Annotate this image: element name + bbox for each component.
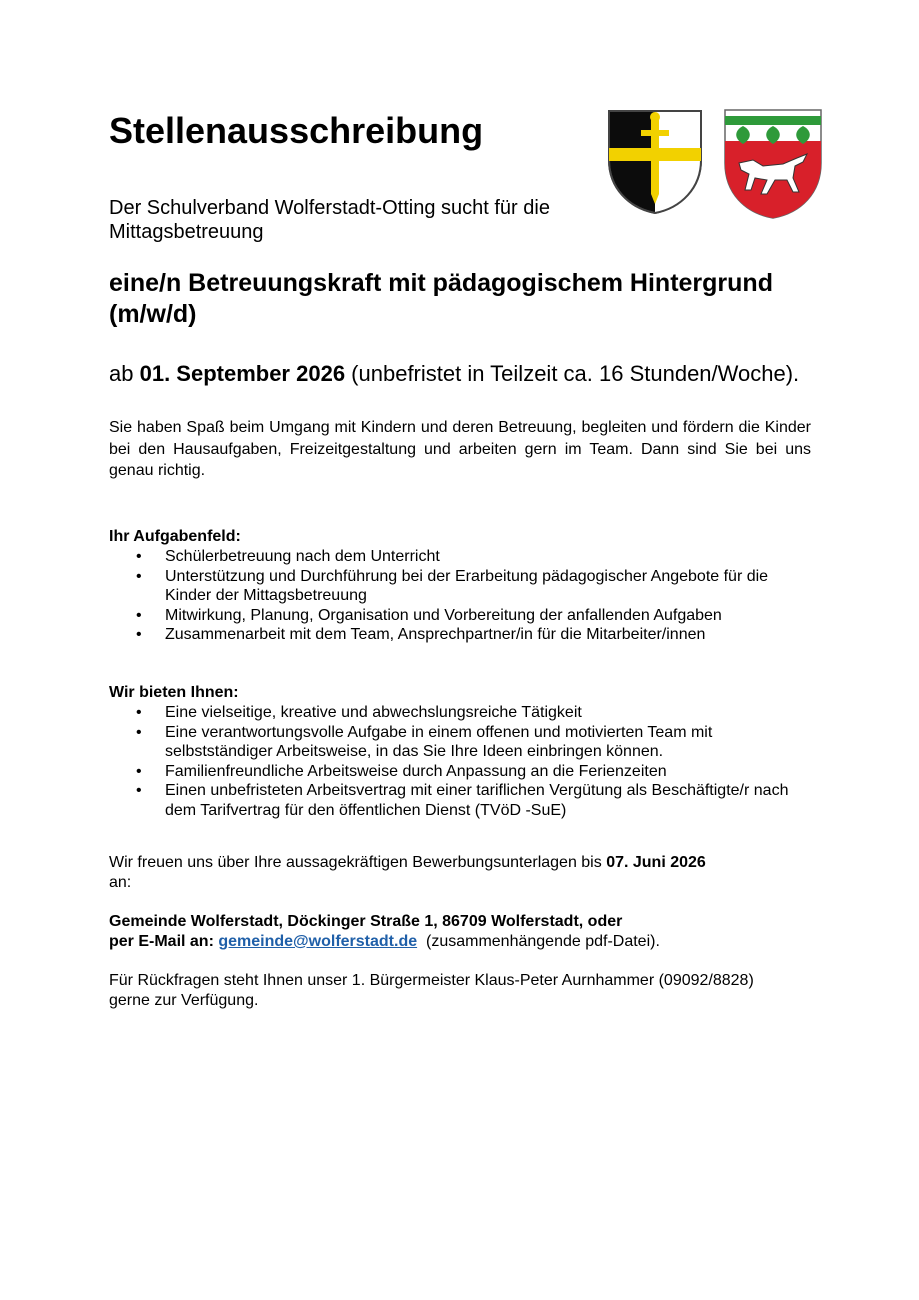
bullet-icon: • — [136, 548, 142, 565]
coat-of-arms-wolferstadt-icon — [606, 108, 704, 216]
position-title-line-2: (m/w/d) — [109, 300, 197, 328]
start-info — [109, 360, 799, 388]
description: Sie haben Spaß beim Umgang mit Kindern und deren Betreuung, begleiten und fördern die Kinder bei den Hausaufgaben, Freizeitgestaltung und arbeiten gern im Team. Dann sind Sie bei uns genau richtig. — [109, 419, 811, 479]
offers-section — [109, 683, 815, 820]
list-item: • Schülerbetreuung nach dem Unterricht — [136, 548, 440, 565]
bullet-icon: • — [136, 626, 142, 643]
page-title: Stellenausschreibung — [109, 110, 484, 151]
offers-heading: Wir bieten Ihnen: — [109, 684, 239, 701]
email-link[interactable]: gemeinde@wolferstadt.de — [218, 933, 418, 950]
application-deadline: 07. Juni 2026 — [606, 854, 706, 871]
intro-text — [109, 196, 609, 244]
contact-text — [109, 971, 829, 1011]
list-item: • Familienfreundliche Arbeitsweise durch Anpassung an die Ferienzeiten — [136, 762, 667, 780]
application-end: an: — [109, 874, 132, 891]
tasks-section — [109, 527, 815, 645]
position-title-line-1: eine/n Betreuungskraft mit pädagogischem Hintergrund — [109, 269, 773, 297]
position-title — [109, 268, 829, 330]
list-item: • Eine verantwortungsvolle Aufgabe in einem offenen und motivierten Team mit selbstständiger Arbeitsweise, in das Sie Ihre Ideen einbringen können. — [136, 723, 713, 760]
bullet-icon: • — [136, 704, 142, 721]
tasks-heading: Ihr Aufgabenfeld: — [109, 528, 241, 545]
list-item: • Unterstützung und Durchführung bei der Erarbeitung pädagogischer Angebote für die Kinder der Mittagsbetreuung — [136, 567, 769, 604]
bullet-icon: • — [136, 782, 142, 799]
address-line: Gemeinde Wolferstadt, Döckinger Straße 1, 86709 Wolferstadt, oder — [109, 913, 623, 930]
email-note: (zusammenhängende pdf-Datei). — [417, 933, 660, 950]
list-item: • Eine vielseitige, kreative und abwechslungsreiche Tätigkeit — [136, 704, 582, 721]
bullet-icon: • — [136, 567, 142, 585]
contact-line-2: gerne zur Verfügung. — [109, 992, 259, 1009]
list-item: • Mitwirkung, Planung, Organisation und Vorbereitung der anfallenden Aufgaben — [136, 606, 722, 624]
coat-of-arms-wolf-icon — [723, 108, 823, 220]
start-prefix: ab — [109, 361, 140, 386]
start-date: 01. September 2026 — [139, 361, 346, 386]
list-item: • Zusammenarbeit mit dem Team, Ansprechpartner/in für die Mitarbeiter/innen — [136, 626, 706, 643]
bullet-icon: • — [136, 606, 142, 624]
tasks-list — [109, 547, 815, 645]
email-label: per E-Mail an: — [109, 933, 219, 950]
bullet-icon: • — [136, 723, 142, 741]
application-text — [109, 853, 809, 893]
application-body: Wir freuen uns über Ihre aussagekräftigen Bewerbungsunterlagen bis — [109, 854, 607, 871]
contact-line-1: Für Rückfragen steht Ihnen unser 1. Bürgermeister Klaus-Peter Aurnhammer (09092/8828) — [109, 972, 754, 989]
address-block — [109, 912, 829, 952]
list-item: • Einen unbefristeten Arbeitsvertrag mit einer tariflichen Vergütung als Beschäftigte/r nach dem Tarifvertrag für den öffentlichen Dienst (TVöD -SuE) — [136, 782, 789, 819]
bullet-icon: • — [136, 762, 142, 780]
start-suffix: (unbefristet in Teilzeit ca. 16 Stunden/Woche). — [345, 361, 800, 386]
intro-line-2: Mittagsbetreuung — [109, 221, 264, 243]
offers-list — [109, 703, 815, 820]
intro-line-1: Der Schulverband Wolferstadt-Otting sucht für die — [109, 197, 550, 219]
